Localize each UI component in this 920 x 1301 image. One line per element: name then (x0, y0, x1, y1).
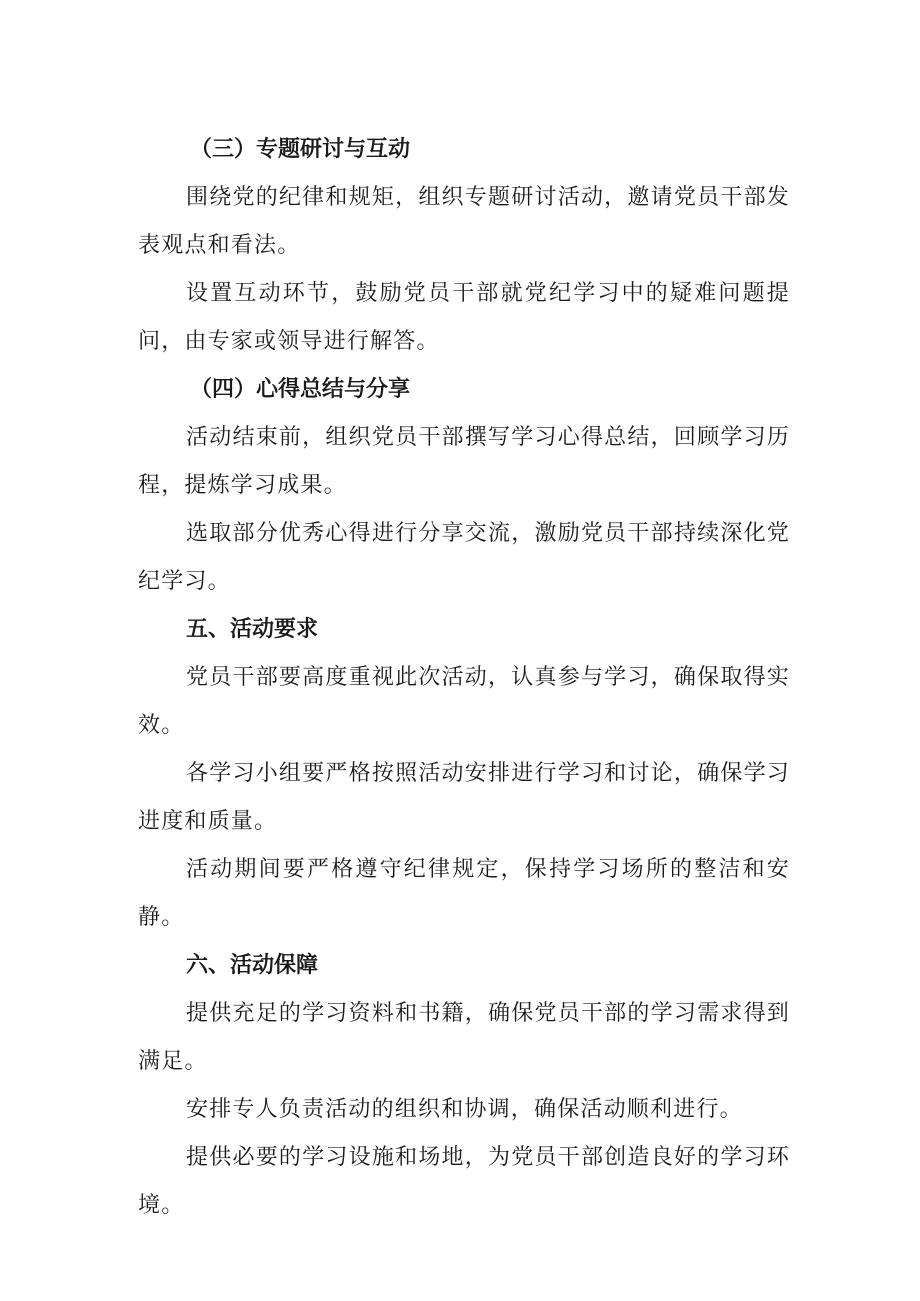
document-page (138, 126, 790, 1230)
paragraph: 围绕党的纪律和规矩，组织专题研讨活动，邀请党员干部发表观点和看法。 (138, 185, 790, 258)
paragraph: 安排专人负责活动的组织和协调，确保活动顺利进行。 (186, 1097, 743, 1122)
paragraph: 设置互动环节，鼓励党员干部就党纪学习中的疑难问题提问，由专家或领导进行解答。 (138, 281, 790, 354)
section-heading-six: 六、活动保障 (186, 953, 319, 978)
paragraph: 提供必要的学习设施和场地，为党员干部创造良好的学习环境。 (138, 1145, 790, 1218)
paragraph: 活动期间要严格遵守纪律规定，保持学习场所的整洁和安静。 (138, 857, 790, 930)
section-heading-3: （三）专题研讨与互动 (190, 137, 411, 162)
section-heading-five: 五、活动要求 (186, 617, 319, 642)
section-heading-4: （四）心得总结与分享 (190, 377, 411, 402)
paragraph: 选取部分优秀心得进行分享交流，激励党员干部持续深化党纪学习。 (138, 521, 790, 594)
paragraph: 党员干部要高度重视此次活动，认真参与学习，确保取得实效。 (138, 665, 790, 738)
paragraph: 提供充足的学习资料和书籍，确保党员干部的学习需求得到满足。 (138, 1001, 790, 1074)
paragraph: 各学习小组要严格按照活动安排进行学习和讨论，确保学习进度和质量。 (138, 761, 790, 834)
paragraph: 活动结束前，组织党员干部撰写学习心得总结，回顾学习历程，提炼学习成果。 (138, 425, 790, 498)
